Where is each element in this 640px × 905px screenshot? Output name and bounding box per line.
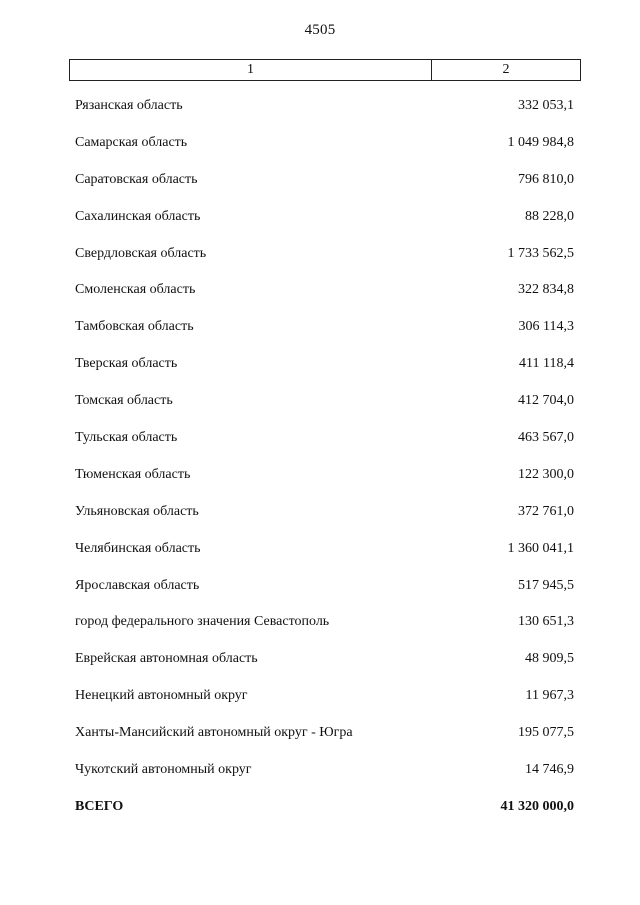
region-name: Сахалинская область xyxy=(75,208,201,224)
table-row xyxy=(0,461,640,498)
amount-value: 372 761,0 xyxy=(518,503,574,519)
amount-value: 412 704,0 xyxy=(518,393,574,409)
region-name: Саратовская область xyxy=(75,171,198,187)
table-row xyxy=(0,424,640,461)
region-name: Ненецкий автономный округ xyxy=(75,688,248,704)
total-row xyxy=(0,793,640,830)
table-row xyxy=(0,719,640,756)
amount-value: 195 077,5 xyxy=(518,725,574,741)
amount-value: 1 733 562,5 xyxy=(507,245,574,261)
table-row xyxy=(0,240,640,277)
region-name: Челябинская область xyxy=(75,540,201,556)
table-row xyxy=(0,92,640,129)
amount-value: 463 567,0 xyxy=(518,430,574,446)
region-name: Тюменская область xyxy=(75,466,191,482)
amount-value: 306 114,3 xyxy=(518,319,574,335)
amount-value: 88 228,0 xyxy=(525,208,574,224)
table-row xyxy=(0,645,640,682)
column-header-2: 2 xyxy=(502,62,510,77)
region-name: Смоленская область xyxy=(75,282,196,298)
table-row xyxy=(0,129,640,166)
region-name: Чукотский автономный округ xyxy=(75,762,252,778)
amount-value: 48 909,5 xyxy=(525,651,574,667)
table-row xyxy=(0,166,640,203)
amount-value: 130 651,3 xyxy=(518,614,574,630)
amount-value: 1 049 984,8 xyxy=(507,134,574,150)
region-name: Ульяновская область xyxy=(75,503,199,519)
table-row xyxy=(0,313,640,350)
table-row xyxy=(0,682,640,719)
region-name: Рязанская область xyxy=(75,98,183,113)
table-row xyxy=(0,572,640,609)
table-row xyxy=(0,203,640,240)
amount-value: 332 053,1 xyxy=(518,98,574,113)
region-name: Ханты-Мансийский автономный округ - Югра xyxy=(75,725,353,741)
table-row xyxy=(0,498,640,535)
table-header xyxy=(69,59,581,81)
total-amount: 41 320 000,0 xyxy=(500,798,574,814)
region-name: Тульская область xyxy=(75,430,178,446)
region-name: Свердловская область xyxy=(75,245,207,261)
region-name: Ярославская область xyxy=(75,577,200,593)
amount-value: 322 834,8 xyxy=(518,282,574,298)
total-label: ВСЕГО xyxy=(75,798,124,814)
table-row xyxy=(0,387,640,424)
region-name: Еврейская автономная область xyxy=(75,651,258,667)
region-name: Томская область xyxy=(75,393,173,409)
page-number: 4505 xyxy=(304,22,336,38)
table-row xyxy=(0,276,640,313)
table-row xyxy=(0,350,640,387)
region-name: Самарская область xyxy=(75,134,188,150)
table-row xyxy=(0,535,640,572)
amount-value: 14 746,9 xyxy=(525,762,574,778)
amount-value: 411 118,4 xyxy=(519,356,574,372)
amount-value: 1 360 041,1 xyxy=(507,540,574,556)
region-name: Тверская область xyxy=(75,356,178,372)
table-row xyxy=(0,608,640,645)
amount-value: 517 945,5 xyxy=(518,577,574,593)
table-row xyxy=(0,756,640,793)
amount-value: 11 967,3 xyxy=(525,688,574,704)
amount-value: 796 810,0 xyxy=(518,171,574,187)
amount-value: 122 300,0 xyxy=(518,466,574,482)
region-name: Тамбовская область xyxy=(75,319,194,335)
table-body xyxy=(0,92,640,830)
column-header-1: 1 xyxy=(70,60,432,80)
region-name: город федерального значения Севастополь xyxy=(75,614,330,630)
